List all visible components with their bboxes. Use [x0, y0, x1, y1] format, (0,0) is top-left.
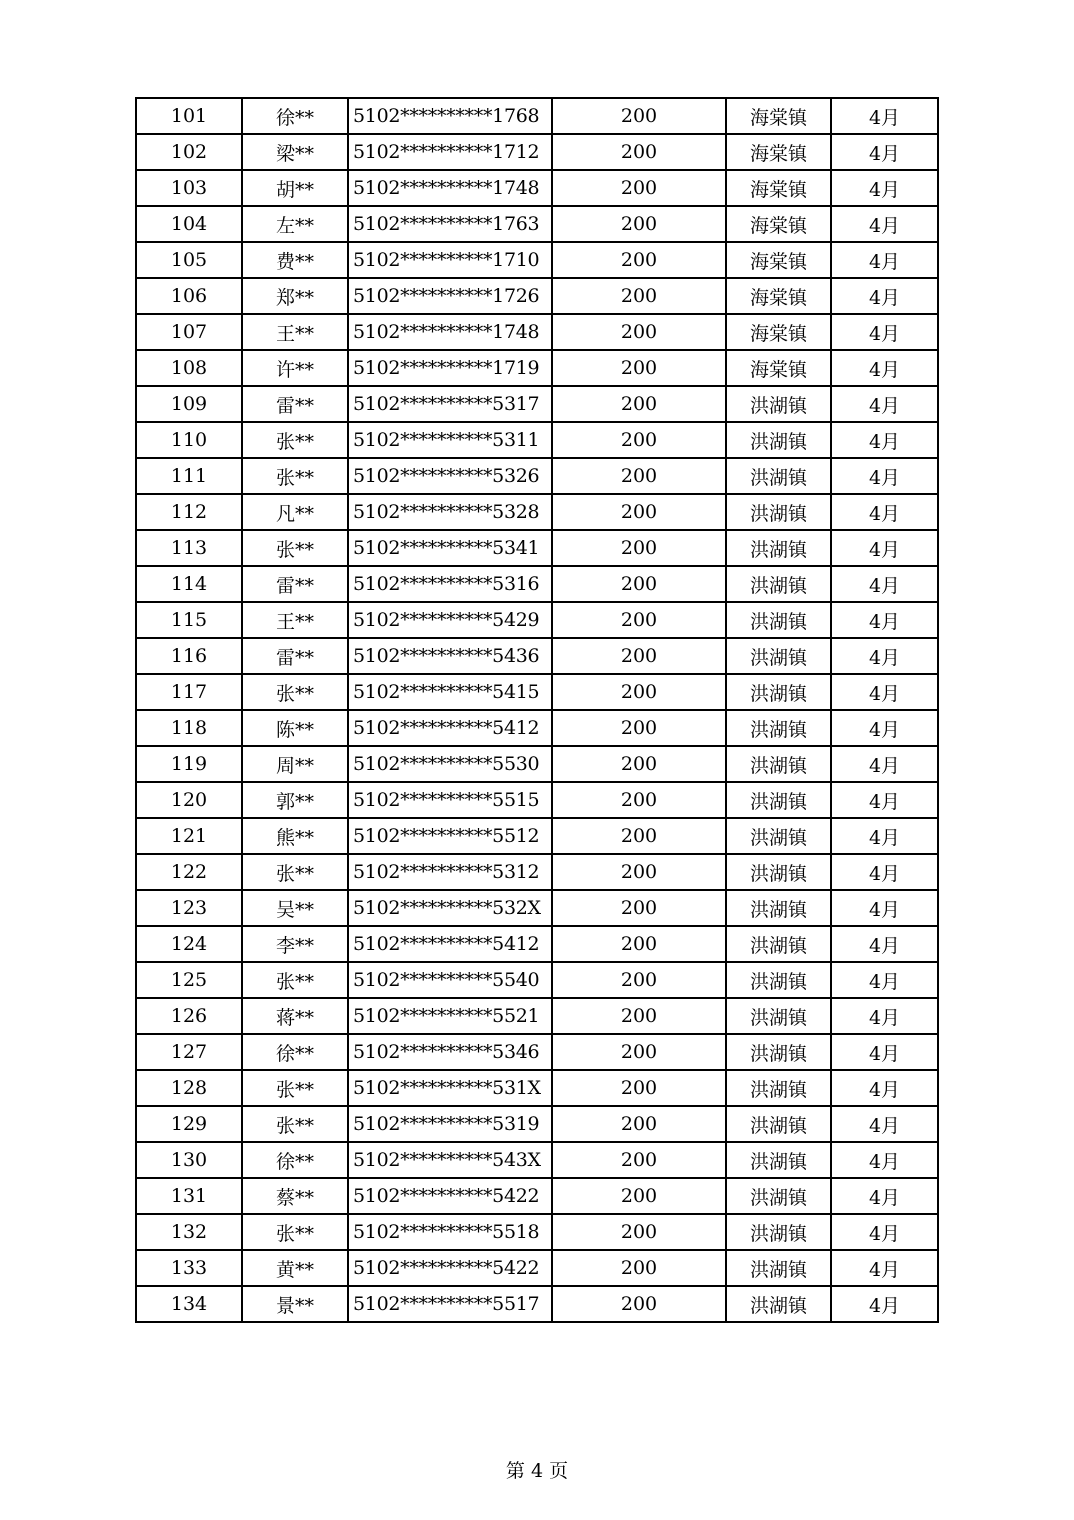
month-cell: 4月	[831, 1106, 938, 1142]
name-cell: 费**	[242, 242, 348, 278]
name-cell: 黄**	[242, 1250, 348, 1286]
name-cell: 凡**	[242, 494, 348, 530]
table-row	[136, 782, 938, 818]
amount-cell: 200	[552, 818, 726, 854]
table-row	[136, 926, 938, 962]
name-cell: 张**	[242, 854, 348, 890]
amount-cell: 200	[552, 206, 726, 242]
amount-cell: 200	[552, 602, 726, 638]
month-cell: 4月	[831, 1178, 938, 1214]
town-cell: 洪湖镇	[726, 962, 831, 998]
table-row	[136, 422, 938, 458]
id-number-cell: 5102**********1768	[348, 98, 552, 134]
id-number-cell: 5102**********5518	[348, 1214, 552, 1250]
town-cell: 洪湖镇	[726, 746, 831, 782]
id-number-cell: 5102**********1748	[348, 170, 552, 206]
table-row	[136, 674, 938, 710]
id-number-cell: 5102**********543X	[348, 1142, 552, 1178]
month-cell: 4月	[831, 674, 938, 710]
town-cell: 洪湖镇	[726, 1214, 831, 1250]
row-index-cell: 104	[136, 206, 242, 242]
id-number-cell: 5102**********5341	[348, 530, 552, 566]
table-row	[136, 1106, 938, 1142]
month-cell: 4月	[831, 926, 938, 962]
name-cell: 张**	[242, 1214, 348, 1250]
town-cell: 海棠镇	[726, 98, 831, 134]
name-cell: 徐**	[242, 1034, 348, 1070]
amount-cell: 200	[552, 1106, 726, 1142]
row-index-cell: 111	[136, 458, 242, 494]
month-cell: 4月	[831, 350, 938, 386]
id-number-cell: 5102**********5412	[348, 710, 552, 746]
amount-cell: 200	[552, 638, 726, 674]
id-number-cell: 5102**********5312	[348, 854, 552, 890]
amount-cell: 200	[552, 710, 726, 746]
id-number-cell: 5102**********5326	[348, 458, 552, 494]
town-cell: 洪湖镇	[726, 926, 831, 962]
amount-cell: 200	[552, 746, 726, 782]
id-number-cell: 5102**********1710	[348, 242, 552, 278]
month-cell: 4月	[831, 206, 938, 242]
month-cell: 4月	[831, 746, 938, 782]
table-row	[136, 710, 938, 746]
name-cell: 周**	[242, 746, 348, 782]
month-cell: 4月	[831, 458, 938, 494]
amount-cell: 200	[552, 998, 726, 1034]
table-row	[136, 566, 938, 602]
month-cell: 4月	[831, 98, 938, 134]
row-index-cell: 115	[136, 602, 242, 638]
amount-cell: 200	[552, 1250, 726, 1286]
row-index-cell: 126	[136, 998, 242, 1034]
id-number-cell: 5102**********5436	[348, 638, 552, 674]
town-cell: 洪湖镇	[726, 386, 831, 422]
name-cell: 李**	[242, 926, 348, 962]
amount-cell: 200	[552, 962, 726, 998]
id-number-cell: 5102**********531X	[348, 1070, 552, 1106]
month-cell: 4月	[831, 1286, 938, 1322]
row-index-cell: 122	[136, 854, 242, 890]
table-row	[136, 1214, 938, 1250]
name-cell: 张**	[242, 1106, 348, 1142]
month-cell: 4月	[831, 494, 938, 530]
table-row	[136, 134, 938, 170]
month-cell: 4月	[831, 710, 938, 746]
id-number-cell: 5102**********5319	[348, 1106, 552, 1142]
id-number-cell: 5102**********1763	[348, 206, 552, 242]
month-cell: 4月	[831, 890, 938, 926]
id-number-cell: 5102**********532X	[348, 890, 552, 926]
table-row	[136, 890, 938, 926]
town-cell: 海棠镇	[726, 278, 831, 314]
amount-cell: 200	[552, 530, 726, 566]
id-number-cell: 5102**********1712	[348, 134, 552, 170]
row-index-cell: 119	[136, 746, 242, 782]
town-cell: 洪湖镇	[726, 890, 831, 926]
amount-cell: 200	[552, 1034, 726, 1070]
table-row	[136, 494, 938, 530]
table-row	[136, 1142, 938, 1178]
month-cell: 4月	[831, 1070, 938, 1106]
name-cell: 徐**	[242, 98, 348, 134]
month-cell: 4月	[831, 530, 938, 566]
row-index-cell: 110	[136, 422, 242, 458]
row-index-cell: 128	[136, 1070, 242, 1106]
row-index-cell: 109	[136, 386, 242, 422]
row-index-cell: 108	[136, 350, 242, 386]
name-cell: 景**	[242, 1286, 348, 1322]
town-cell: 洪湖镇	[726, 782, 831, 818]
row-index-cell: 103	[136, 170, 242, 206]
name-cell: 张**	[242, 1070, 348, 1106]
table-row	[136, 998, 938, 1034]
id-number-cell: 5102**********1719	[348, 350, 552, 386]
amount-cell: 200	[552, 422, 726, 458]
amount-cell: 200	[552, 854, 726, 890]
id-number-cell: 5102**********5429	[348, 602, 552, 638]
month-cell: 4月	[831, 278, 938, 314]
month-cell: 4月	[831, 1214, 938, 1250]
amount-cell: 200	[552, 566, 726, 602]
id-number-cell: 5102**********5515	[348, 782, 552, 818]
table-row	[136, 206, 938, 242]
table-row	[136, 818, 938, 854]
name-cell: 熊**	[242, 818, 348, 854]
town-cell: 洪湖镇	[726, 1106, 831, 1142]
town-cell: 海棠镇	[726, 350, 831, 386]
table-row	[136, 278, 938, 314]
name-cell: 吴**	[242, 890, 348, 926]
name-cell: 徐**	[242, 1142, 348, 1178]
row-index-cell: 112	[136, 494, 242, 530]
amount-cell: 200	[552, 314, 726, 350]
amount-cell: 200	[552, 494, 726, 530]
amount-cell: 200	[552, 1142, 726, 1178]
row-index-cell: 113	[136, 530, 242, 566]
table-row	[136, 602, 938, 638]
row-index-cell: 116	[136, 638, 242, 674]
amount-cell: 200	[552, 1286, 726, 1322]
table-row	[136, 314, 938, 350]
town-cell: 洪湖镇	[726, 1142, 831, 1178]
id-number-cell: 5102**********5316	[348, 566, 552, 602]
row-index-cell: 102	[136, 134, 242, 170]
row-index-cell: 120	[136, 782, 242, 818]
data-table-container	[135, 97, 937, 1323]
table-row	[136, 98, 938, 134]
id-number-cell: 5102**********5311	[348, 422, 552, 458]
month-cell: 4月	[831, 386, 938, 422]
amount-cell: 200	[552, 278, 726, 314]
town-cell: 洪湖镇	[726, 602, 831, 638]
page-number: 第 4 页	[505, 1460, 569, 1482]
name-cell: 张**	[242, 962, 348, 998]
row-index-cell: 130	[136, 1142, 242, 1178]
table-row	[136, 350, 938, 386]
id-number-cell: 5102**********5346	[348, 1034, 552, 1070]
name-cell: 陈**	[242, 710, 348, 746]
month-cell: 4月	[831, 1034, 938, 1070]
id-number-cell: 5102**********5530	[348, 746, 552, 782]
amount-cell: 200	[552, 170, 726, 206]
table-row	[136, 746, 938, 782]
name-cell: 雷**	[242, 638, 348, 674]
table-row	[136, 962, 938, 998]
row-index-cell: 118	[136, 710, 242, 746]
table-row	[136, 458, 938, 494]
month-cell: 4月	[831, 962, 938, 998]
name-cell: 张**	[242, 422, 348, 458]
table-row	[136, 638, 938, 674]
town-cell: 洪湖镇	[726, 1178, 831, 1214]
month-cell: 4月	[831, 1142, 938, 1178]
month-cell: 4月	[831, 1250, 938, 1286]
row-index-cell: 107	[136, 314, 242, 350]
row-index-cell: 105	[136, 242, 242, 278]
row-index-cell: 106	[136, 278, 242, 314]
id-number-cell: 5102**********5328	[348, 494, 552, 530]
month-cell: 4月	[831, 134, 938, 170]
row-index-cell: 129	[136, 1106, 242, 1142]
month-cell: 4月	[831, 818, 938, 854]
table-row	[136, 1250, 938, 1286]
month-cell: 4月	[831, 602, 938, 638]
town-cell: 洪湖镇	[726, 422, 831, 458]
id-number-cell: 5102**********5517	[348, 1286, 552, 1322]
row-index-cell: 133	[136, 1250, 242, 1286]
town-cell: 洪湖镇	[726, 638, 831, 674]
table-row	[136, 854, 938, 890]
town-cell: 洪湖镇	[726, 674, 831, 710]
town-cell: 海棠镇	[726, 134, 831, 170]
id-number-cell: 5102**********5521	[348, 998, 552, 1034]
month-cell: 4月	[831, 242, 938, 278]
table-row	[136, 530, 938, 566]
id-number-cell: 5102**********5412	[348, 926, 552, 962]
row-index-cell: 121	[136, 818, 242, 854]
town-cell: 海棠镇	[726, 314, 831, 350]
town-cell: 洪湖镇	[726, 710, 831, 746]
data-table	[135, 97, 939, 1323]
town-cell: 海棠镇	[726, 206, 831, 242]
amount-cell: 200	[552, 926, 726, 962]
town-cell: 洪湖镇	[726, 818, 831, 854]
name-cell: 梁**	[242, 134, 348, 170]
row-index-cell: 125	[136, 962, 242, 998]
amount-cell: 200	[552, 98, 726, 134]
id-number-cell: 5102**********5415	[348, 674, 552, 710]
row-index-cell: 127	[136, 1034, 242, 1070]
name-cell: 张**	[242, 530, 348, 566]
name-cell: 王**	[242, 314, 348, 350]
town-cell: 洪湖镇	[726, 1250, 831, 1286]
name-cell: 左**	[242, 206, 348, 242]
row-index-cell: 123	[136, 890, 242, 926]
town-cell: 洪湖镇	[726, 458, 831, 494]
table-row	[136, 170, 938, 206]
town-cell: 洪湖镇	[726, 494, 831, 530]
month-cell: 4月	[831, 638, 938, 674]
id-number-cell: 5102**********5422	[348, 1250, 552, 1286]
id-number-cell: 5102**********5512	[348, 818, 552, 854]
amount-cell: 200	[552, 386, 726, 422]
row-index-cell: 132	[136, 1214, 242, 1250]
name-cell: 许**	[242, 350, 348, 386]
month-cell: 4月	[831, 170, 938, 206]
table-row	[136, 1070, 938, 1106]
amount-cell: 200	[552, 458, 726, 494]
name-cell: 张**	[242, 674, 348, 710]
name-cell: 蒋**	[242, 998, 348, 1034]
name-cell: 王**	[242, 602, 348, 638]
town-cell: 洪湖镇	[726, 530, 831, 566]
name-cell: 郑**	[242, 278, 348, 314]
amount-cell: 200	[552, 890, 726, 926]
town-cell: 海棠镇	[726, 170, 831, 206]
month-cell: 4月	[831, 854, 938, 890]
month-cell: 4月	[831, 998, 938, 1034]
town-cell: 海棠镇	[726, 242, 831, 278]
amount-cell: 200	[552, 1178, 726, 1214]
row-index-cell: 134	[136, 1286, 242, 1322]
name-cell: 胡**	[242, 170, 348, 206]
table-row	[136, 386, 938, 422]
table-row	[136, 1178, 938, 1214]
table-row	[136, 1034, 938, 1070]
id-number-cell: 5102**********1748	[348, 314, 552, 350]
town-cell: 洪湖镇	[726, 998, 831, 1034]
amount-cell: 200	[552, 242, 726, 278]
month-cell: 4月	[831, 314, 938, 350]
town-cell: 洪湖镇	[726, 1034, 831, 1070]
table-row	[136, 242, 938, 278]
town-cell: 洪湖镇	[726, 1286, 831, 1322]
amount-cell: 200	[552, 134, 726, 170]
name-cell: 雷**	[242, 386, 348, 422]
id-number-cell: 5102**********5422	[348, 1178, 552, 1214]
table-body	[136, 98, 938, 1322]
town-cell: 洪湖镇	[726, 566, 831, 602]
name-cell: 张**	[242, 458, 348, 494]
amount-cell: 200	[552, 674, 726, 710]
amount-cell: 200	[552, 782, 726, 818]
town-cell: 洪湖镇	[726, 854, 831, 890]
amount-cell: 200	[552, 1070, 726, 1106]
name-cell: 雷**	[242, 566, 348, 602]
amount-cell: 200	[552, 350, 726, 386]
name-cell: 蔡**	[242, 1178, 348, 1214]
month-cell: 4月	[831, 422, 938, 458]
amount-cell: 200	[552, 1214, 726, 1250]
month-cell: 4月	[831, 782, 938, 818]
row-index-cell: 131	[136, 1178, 242, 1214]
id-number-cell: 5102**********1726	[348, 278, 552, 314]
table-row	[136, 1286, 938, 1322]
id-number-cell: 5102**********5317	[348, 386, 552, 422]
month-cell: 4月	[831, 566, 938, 602]
row-index-cell: 124	[136, 926, 242, 962]
id-number-cell: 5102**********5540	[348, 962, 552, 998]
row-index-cell: 101	[136, 98, 242, 134]
town-cell: 洪湖镇	[726, 1070, 831, 1106]
row-index-cell: 114	[136, 566, 242, 602]
row-index-cell: 117	[136, 674, 242, 710]
name-cell: 郭**	[242, 782, 348, 818]
